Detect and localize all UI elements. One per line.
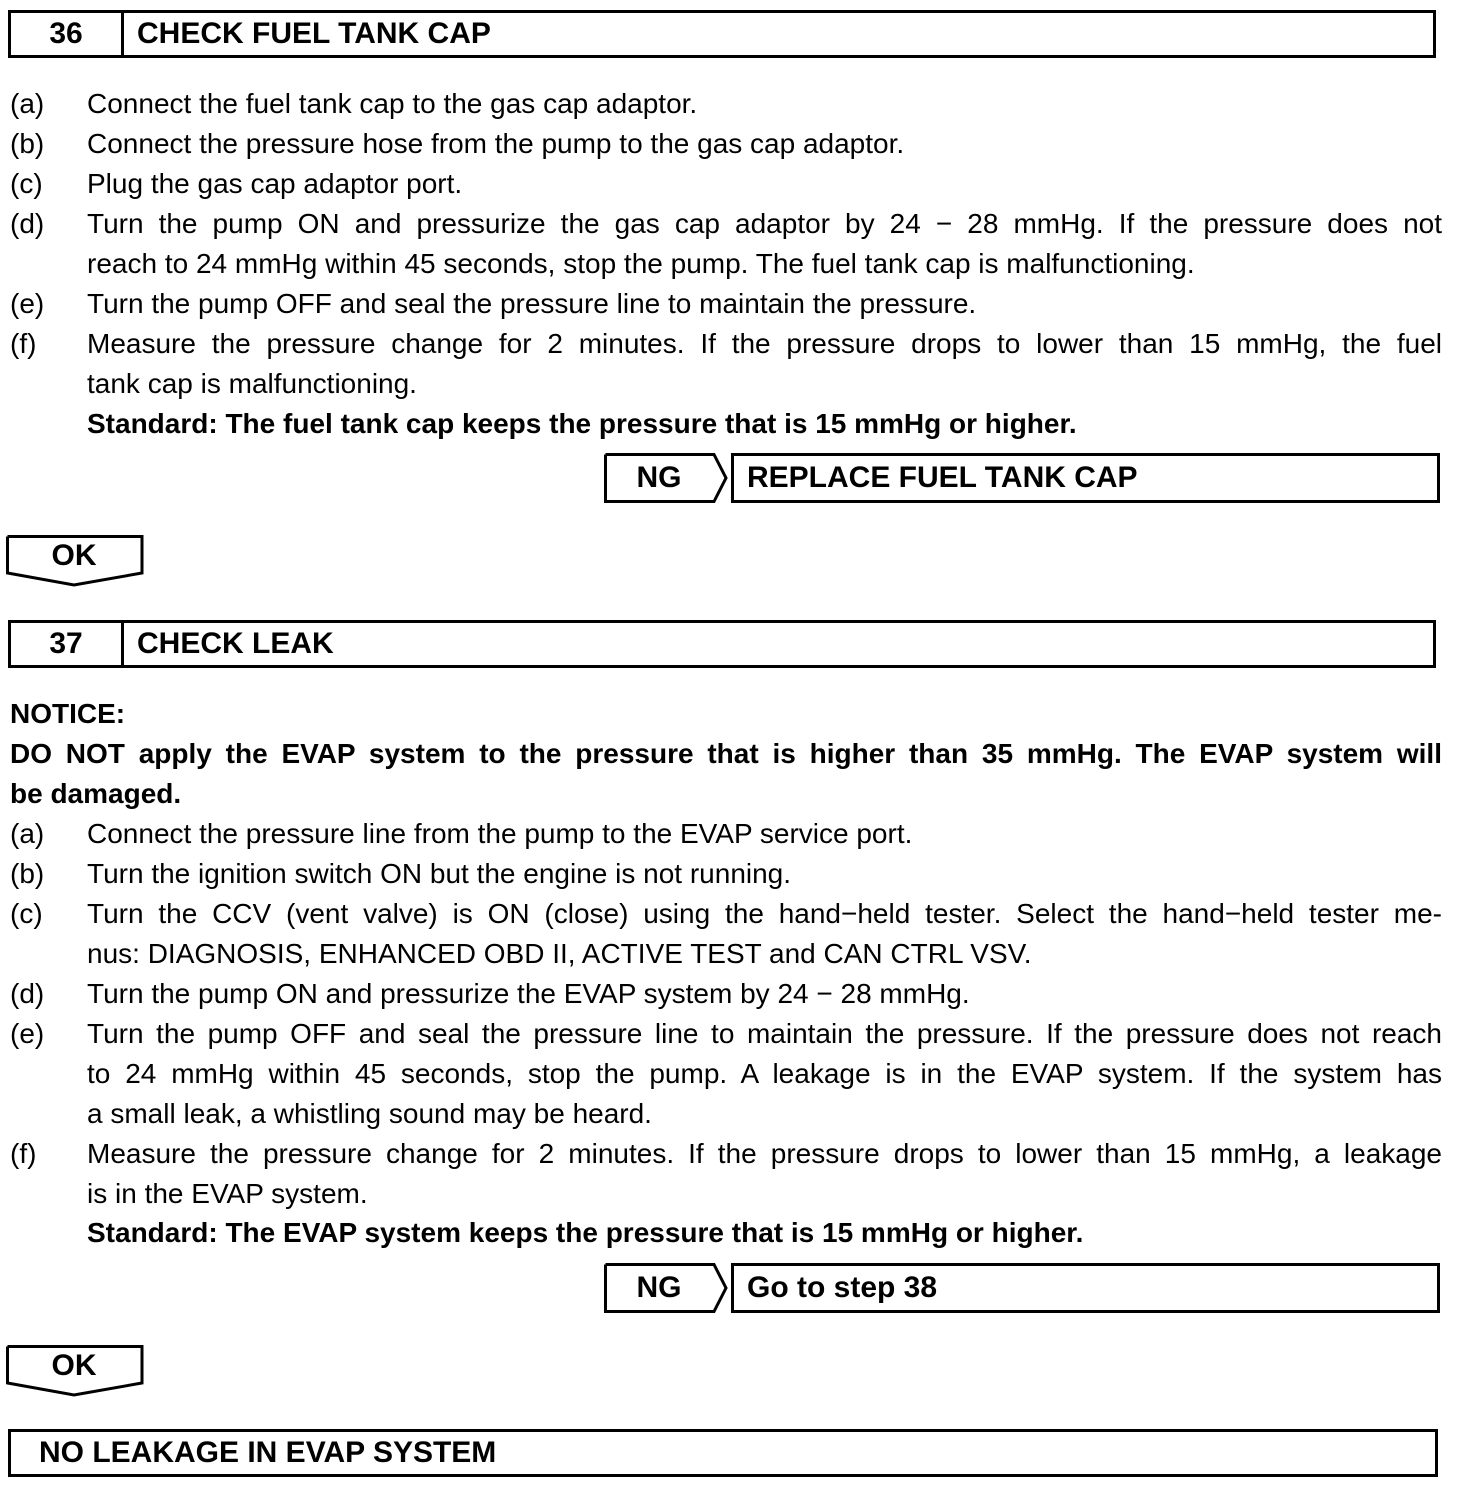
list-item: [10, 124, 1442, 164]
item-text: Turn the pump ON and pressurize the gas cap adaptor by 24 − 28 mmHg. If the pressure does not: [87, 208, 1442, 239]
list-item: [10, 854, 1442, 894]
item-text: nus: DIAGNOSIS, ENHANCED OBD II, ACTIVE TEST and CAN CTRL VSV.: [87, 938, 1032, 969]
item-text: Turn the pump OFF and seal the pressure line to maintain the pressure. If the pressure does not reach: [87, 1018, 1442, 1049]
item-text: reach to 24 mmHg within 45 seconds, stop the pump. The fuel tank cap is malfunctioning.: [87, 248, 1195, 279]
notice-heading-text: NOTICE:: [10, 698, 126, 729]
step-37-header: [8, 620, 1436, 668]
ng-text: NG: [636, 1271, 682, 1304]
list-item: [10, 204, 1442, 244]
item-label: (a): [10, 88, 45, 119]
item-label: (d): [10, 978, 45, 1009]
notice-line: [10, 734, 1442, 774]
item-text: tank cap is malfunctioning.: [87, 368, 417, 399]
list-item: [10, 164, 1442, 204]
ok-text: OK: [51, 539, 97, 572]
list-item: [10, 284, 1442, 324]
list-item: [10, 894, 1442, 934]
item-text: Turn the pump OFF and seal the pressure line to maintain the pressure.: [87, 288, 977, 319]
ok-label: [6, 1345, 146, 1397]
standard-line: [10, 1213, 1442, 1253]
step-36-header: [8, 10, 1436, 58]
item-text: Connect the fuel tank cap to the gas cap adaptor.: [87, 88, 698, 119]
ng-result-box: Go to step 38: [731, 1263, 1440, 1313]
item-text: Connect the pressure hose from the pump to the gas cap adaptor.: [87, 128, 905, 159]
item-label: (c): [10, 898, 43, 929]
item-label: (d): [10, 208, 45, 239]
ng-label: [604, 453, 734, 503]
item-text: Measure the pressure change for 2 minutes. If the pressure drops to lower than 15 mmHg, a leakage: [87, 1138, 1442, 1169]
item-label: (f): [10, 1138, 37, 1169]
list-item-continuation: [10, 244, 1442, 284]
ng-result-box: REPLACE FUEL TANK CAP: [731, 453, 1440, 503]
list-item-continuation: [10, 1054, 1442, 1094]
item-label: (e): [10, 1018, 45, 1049]
standard-text: Standard: The EVAP system keeps the pressure that is 15 mmHg or higher.: [87, 1217, 1084, 1248]
ok-label: [6, 535, 146, 587]
notice-line: [10, 774, 1442, 814]
item-text: Turn the ignition switch ON but the engine is not running.: [87, 858, 792, 889]
list-item: [10, 1134, 1442, 1174]
step-number: 37: [11, 623, 124, 665]
list-item: [10, 84, 1442, 124]
item-label: (b): [10, 128, 45, 159]
item-text: is in the EVAP system.: [87, 1178, 368, 1209]
item-text: Plug the gas cap adaptor port.: [87, 168, 463, 199]
item-label: (f): [10, 328, 37, 359]
list-item-continuation: [10, 1094, 1442, 1134]
item-label: (a): [10, 818, 45, 849]
item-text: Connect the pressure line from the pump to the EVAP service port.: [87, 818, 913, 849]
item-text: Turn the pump ON and pressurize the EVAP system by 24 − 28 mmHg.: [87, 978, 970, 1009]
item-label: (c): [10, 168, 43, 199]
step-number: 36: [11, 13, 124, 55]
ok-text: OK: [51, 1349, 97, 1382]
step-title: CHECK LEAK: [137, 627, 334, 660]
notice-heading: [10, 694, 1442, 734]
notice-text: DO NOT apply the EVAP system to the pressure that is higher than 35 mmHg. The EVAP system will: [10, 738, 1442, 769]
list-item: [10, 1014, 1442, 1054]
ng-text: NG: [636, 461, 682, 494]
list-item-continuation: [10, 934, 1442, 974]
item-text: a small leak, a whistling sound may be heard.: [87, 1098, 652, 1129]
item-text: Turn the CCV (vent valve) is ON (close) using the hand−held tester. Select the hand−held tester me-: [87, 898, 1442, 929]
item-text: Measure the pressure change for 2 minutes. If the pressure drops to lower than 15 mmHg, the fuel: [87, 328, 1442, 359]
item-text: to 24 mmHg within 45 seconds, stop the pump. A leakage is in the EVAP system. If the system has: [87, 1058, 1442, 1089]
final-result-box: NO LEAKAGE IN EVAP SYSTEM: [8, 1429, 1438, 1477]
standard-text: Standard: The fuel tank cap keeps the pressure that is 15 mmHg or higher.: [87, 408, 1077, 439]
item-label: (b): [10, 858, 45, 889]
ng-label: [604, 1263, 734, 1313]
standard-line: [10, 404, 1442, 444]
list-item: [10, 324, 1442, 364]
list-item: [10, 814, 1442, 854]
list-item-continuation: [10, 1174, 1442, 1214]
list-item: [10, 974, 1442, 1014]
notice-text: be damaged.: [10, 778, 182, 809]
item-label: (e): [10, 288, 45, 319]
step-title: CHECK FUEL TANK CAP: [137, 17, 491, 50]
list-item-continuation: [10, 364, 1442, 404]
